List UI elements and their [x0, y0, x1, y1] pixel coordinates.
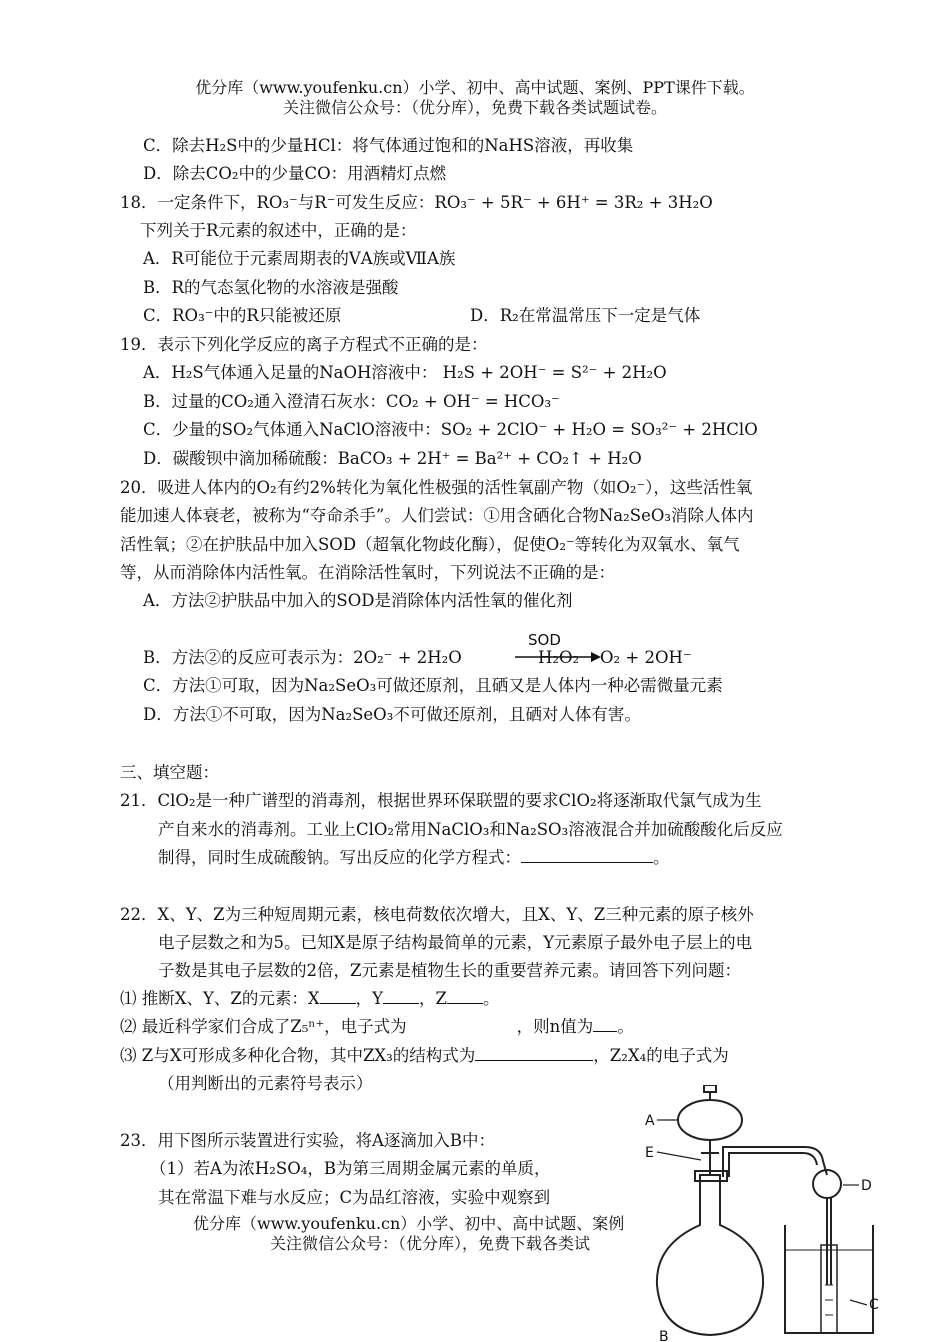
label-e: E	[645, 1145, 654, 1161]
header-line-2: 关注微信公众号：（优分库），免费下载各类试题试卷。	[282, 98, 667, 117]
q20-line-2: 能加速人体衰老，被称为“夺命杀手”。人们尝试：①用含硒化合物Na₂SeO₃消除人体内	[120, 506, 754, 525]
q18-stem: 18．一定条件下，RO₃⁻与R⁻可发生反应：RO₃⁻ + 5R⁻ + 6H⁺ = 3R₂ + 3H₂O	[120, 193, 713, 212]
sod-catalyst-label: SOD	[528, 631, 561, 649]
q22-p1-text-a: ⑴ 推断X、Y、Z的元素：X	[120, 989, 320, 1008]
answer-blank-z[interactable]	[447, 989, 483, 1004]
funnel-bulb	[678, 1100, 742, 1140]
q22-p3-text-b: ，Z₂X₄的电子式为	[593, 1046, 729, 1065]
apparatus-figure	[645, 1085, 895, 1342]
q18-option-d: D．R₂在常温常压下一定是气体	[470, 306, 701, 325]
label-a: A	[645, 1113, 655, 1129]
q22-line-1: 22．X、Y、Z为三种短周期元素，核电荷数依次增大，且X、Y、Z三种元素的原子核外	[120, 905, 754, 924]
q20-option-a: A．方法②护肤品中加入的SOD是消除体内活性氧的催化剂	[143, 591, 573, 610]
q21-line-3-end: 。	[653, 848, 670, 867]
section-title: 三、填空题：	[120, 763, 219, 782]
q21-line-1: 21．ClO₂是一种广谱型的消毒剂，根据世界环保联盟的要求ClO₂将逐渐取代氯气成为生	[120, 791, 762, 810]
header-line-1: 优分库（www.youfenku.cn）小学、初中、高中试题、案例、PPT课件下载。	[195, 78, 755, 97]
q23-line-1: 23．用下图所示装置进行实验，将A逐滴加入B中：	[120, 1131, 496, 1150]
q22-p1-text-c: ，Z	[419, 989, 447, 1008]
answer-blank-y[interactable]	[383, 989, 419, 1004]
label-c: C	[869, 1297, 879, 1313]
flask-body	[657, 1175, 763, 1335]
q21-answer-blank[interactable]	[521, 848, 653, 863]
q19-option-a: A．H₂S气体通入足量的NaOH溶液中： H₂S + 2OH⁻ = S²⁻ + 2H₂O	[143, 363, 667, 382]
footer-line-2: 关注微信公众号：（优分库），免费下载各类试	[270, 1234, 591, 1253]
label-d: D	[861, 1178, 872, 1194]
footer-line-1: 优分库（www.youfenku.cn）小学、初中、高中试题、案例	[193, 1214, 625, 1233]
q20-option-c: C．方法①可取，因为Na₂SeO₃可做还原剂，且硒又是人体内一种必需微量元素	[143, 676, 723, 695]
q22-line-2: 电子层数之和为5。已知X是原子结构最简单的元素，Y元素原子最外电子层上的电	[158, 933, 753, 952]
q20-line-3: 活性氧；②在护肤品中加入SOD（超氧化物歧化酶），促使O₂⁻等转化为双氧水、氧气	[120, 535, 740, 554]
answer-blank-x[interactable]	[320, 989, 356, 1004]
answer-blank-zx3[interactable]	[475, 1046, 593, 1061]
beaker	[785, 1225, 873, 1333]
q20-line-1: 20．吸进人体内的O₂有约2%转化为氧化性极强的活性氧副产物（如O₂⁻），这些活性氧	[120, 478, 753, 497]
q17-option-d: D．除去CO₂中的少量CO：用酒精灯点燃	[143, 164, 447, 183]
q21-line-2: 产自来水的消毒剂。工业上ClO₂常用NaClO₃和Na₂SO₃溶液混合并加硫酸酸化后反应	[158, 820, 783, 839]
q19-option-b: B．过量的CO₂通入澄清石灰水：CO₂ + OH⁻ = HCO₃⁻	[143, 392, 560, 411]
q22-p1-text-d: 。	[482, 989, 500, 1008]
q19-option-c: C．少量的SO₂气体通入NaClO溶液中：SO₂ + 2ClO⁻ + H₂O = SO₃²⁻ + 2HClO	[143, 420, 758, 439]
q22-part-1	[120, 988, 499, 1010]
q20-option-d: D．方法①不可取，因为Na₂SeO₃不可做还原剂，且硒对人体有害。	[143, 705, 641, 724]
q22-p3-text-a: ⑶ Z与X可形成多种化合物，其中ZX₃的结构式为	[120, 1046, 476, 1065]
q20-line-4: 等，从而消除体内活性氧。在消除活性氧时，下列说法不正确的是：	[120, 563, 615, 582]
q22-line-3: 子数是其电子层数的2倍，Z元素是植物生长的重要营养元素。请回答下列问题：	[158, 961, 741, 980]
q20-option-b-left: B．方法②的反应可表示为：2O₂⁻ + 2H₂O	[143, 648, 462, 667]
q18-option-a: A．R可能位于元素周期表的ⅤA族或ⅦA族	[143, 249, 456, 268]
q17-option-c: C．除去H₂S中的少量HCl：将气体通过饱和的NaHS溶液，再收集	[143, 136, 634, 155]
q19-option-d: D．碳酸钡中滴加稀硫酸：BaCO₃ + 2H⁺ = Ba²⁺ + CO₂↑ + H₂O	[143, 449, 642, 468]
q23-line-2: （1）若A为浓H₂SO₄，B为第三周期金属元素的单质，	[150, 1159, 551, 1178]
q22-part-3-note: （用判断出的元素符号表示）	[158, 1074, 373, 1093]
q21-line-3	[158, 847, 670, 869]
q20-option-b-mid: H₂O₂	[538, 648, 580, 667]
answer-blank-n[interactable]	[593, 1017, 617, 1032]
q18-stem-2: 下列关于R元素的叙述中，正确的是：	[140, 221, 417, 240]
q20-option-b-right: O₂ + 2OH⁻	[600, 648, 692, 667]
q22-p2-text-a: ⑵ 最近科学家们合成了Z₅ⁿ⁺，电子式为	[120, 1017, 407, 1036]
q22-p1-text-b: ，Y	[355, 989, 384, 1008]
q22-p2-text-c: 。	[617, 1017, 634, 1036]
label-b: B	[659, 1329, 669, 1342]
q23-line-3: 其在常温下难与水反应；C为品红溶液，实验中观察到	[158, 1188, 551, 1207]
q19-stem: 19．表示下列化学反应的离子方程式不正确的是：	[120, 335, 488, 354]
q22-p2-text-b: ，则n值为	[516, 1017, 594, 1036]
q18-option-c: C．RO₃⁻中的R只能被还原	[143, 306, 342, 325]
q21-line-3-text: 制得，同时生成硫酸钠。写出反应的化学方程式：	[158, 848, 521, 867]
q22-part-2	[120, 1016, 634, 1038]
q22-part-3	[120, 1045, 729, 1067]
q18-option-b: B．R的气态氢化物的水溶液是强酸	[143, 278, 399, 297]
